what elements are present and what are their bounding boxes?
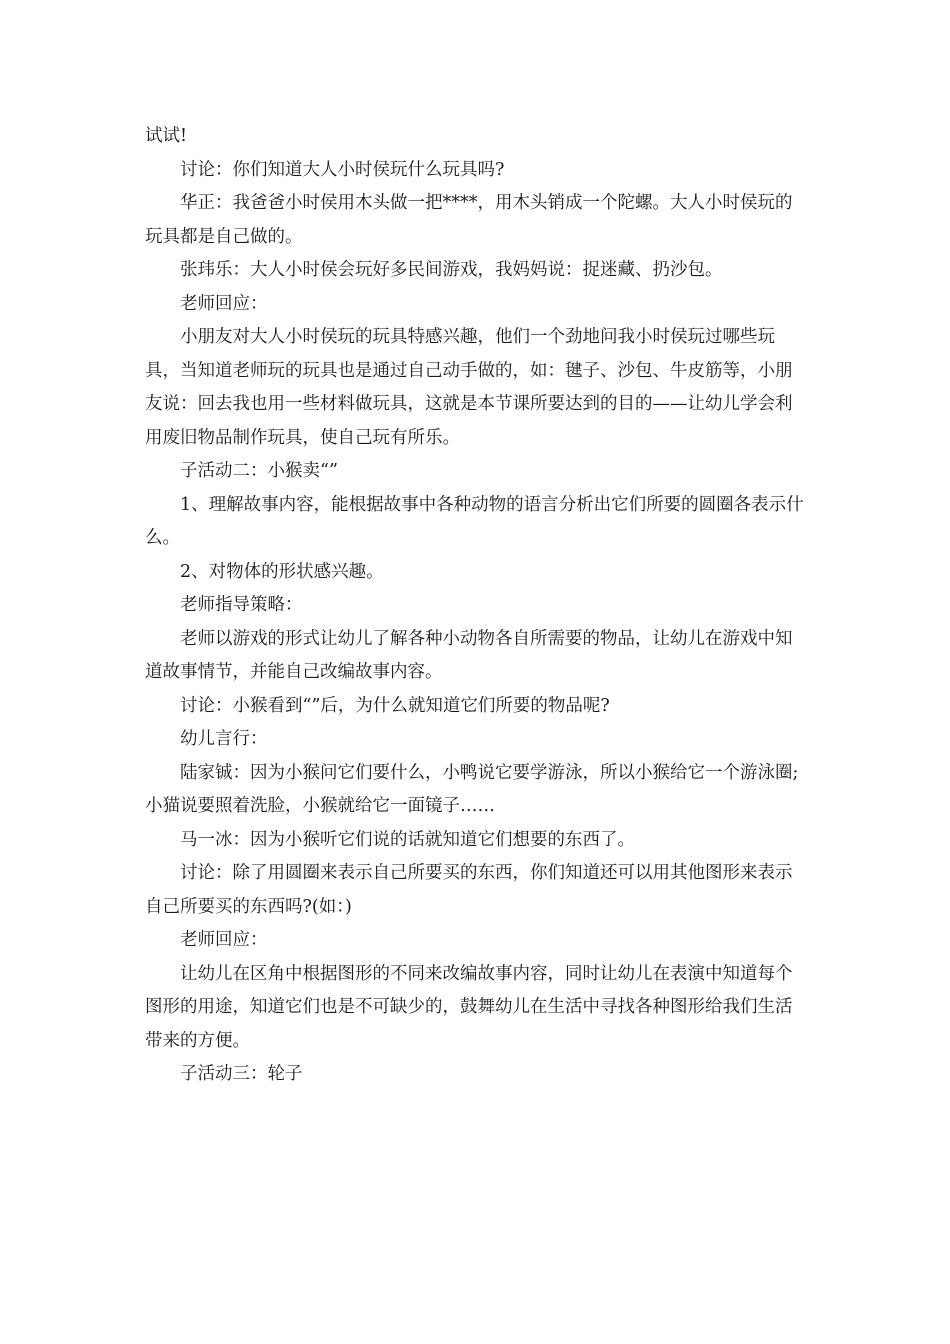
paragraph-teacher-response-1: 老师回应： bbox=[180, 293, 268, 314]
paragraph-goal-1: 1、理解故事内容，能根据故事中各种动物的语言分析出它们所要的圆圈各表示什么。 bbox=[145, 494, 804, 548]
paragraph-mayibing: 马一冰：因为小猴听它们说的话就知道它们想要的东西了。 bbox=[180, 829, 635, 850]
paragraph-goal-2: 2、对物体的形状感兴趣。 bbox=[180, 561, 384, 582]
heading-sub-activity-2: 子活动二：小猴卖“” bbox=[180, 461, 338, 481]
paragraph-huazheng: 华正：我爸爸小时侯用木头做一把****，用木头销成一个陀螺。大人小时侯玩的玩具都是自己做的。 bbox=[145, 193, 793, 247]
paragraph-teacher-response-2-body: 让幼儿在区角中根据图形的不同来改编故事内容，同时让幼儿在表演中知道每个图形的用途，知道它们也是不可缺少的，鼓舞幼儿在生活中寻找各种图形给我们生活带来的方便。 bbox=[145, 963, 793, 1051]
paragraph-teacher-strategy-body: 老师以游戏的形式让幼儿了解各种小动物各自所需要的物品，让幼儿在游戏中知道故事情节，并能自己改编故事内容。 bbox=[145, 628, 793, 682]
document-body bbox=[145, 120, 805, 1092]
paragraph-discussion-1: 讨论：你们知道大人小时侯玩什么玩具吗? bbox=[180, 159, 505, 180]
paragraph-child-behavior: 幼儿言行： bbox=[180, 729, 268, 749]
paragraph-teacher-strategy: 老师指导策略： bbox=[180, 595, 303, 615]
paragraph-try: 试试! bbox=[145, 126, 188, 146]
paragraph-teacher-response-2: 老师回应： bbox=[180, 930, 268, 950]
paragraph-lujiacheng: 陆家铖：因为小猴问它们要什么，小鸭说它要学游泳，所以小猴给它一个游泳圈;小猫说要照着洗脸，小猴就给它一面镜子…… bbox=[145, 762, 799, 816]
paragraph-zhangweile: 张玮乐：大人小时侯会玩好多民间游戏，我妈妈说：捉迷藏、扔沙包。 bbox=[180, 260, 723, 280]
paragraph-discussion-3: 讨论：除了用圆圈来表示自己所要买的东西，你们知道还可以用其他图形来表示自己所要买的东西吗?(如：) bbox=[145, 863, 793, 917]
paragraph-teacher-response-1-body: 小朋友对大人小时侯玩的玩具特感兴趣，他们一个劲地问我小时侯玩过哪些玩具，当知道老师玩的玩具也是通过自己动手做的，如：毽子、沙包、牛皮筋等，小朋友说：回去我也用一些材料做玩具，这就是本节课所要达到的目的——让幼儿学会利用废旧物品制作玩具，使自己玩有所乐。 bbox=[145, 327, 793, 448]
paragraph-discussion-2: 讨论：小猴看到“”后，为什么就知道它们所要的物品呢? bbox=[180, 695, 610, 716]
heading-sub-activity-3: 子活动三：轮子 bbox=[180, 1064, 303, 1084]
